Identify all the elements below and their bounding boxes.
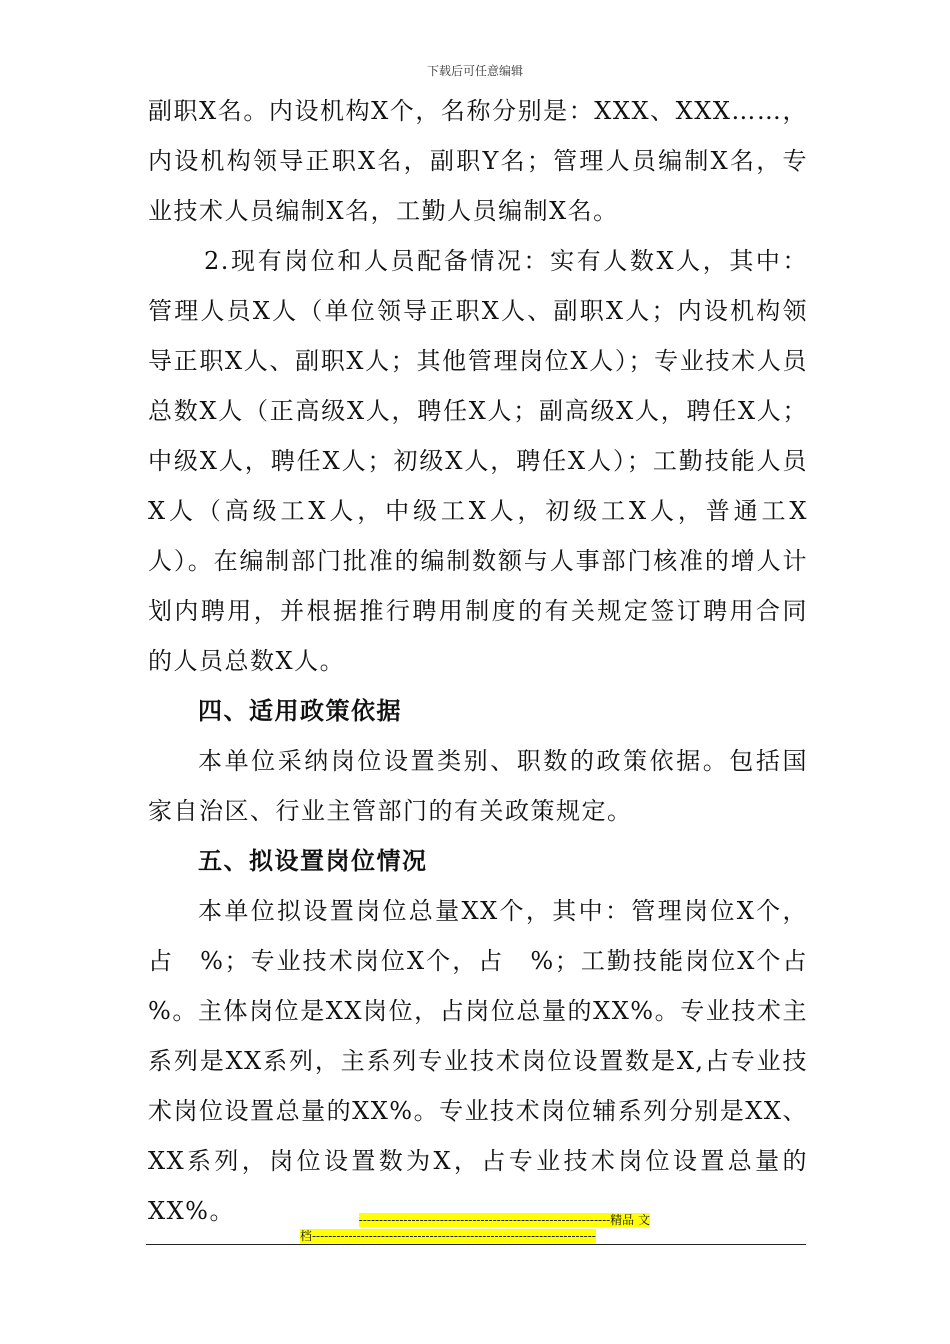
paragraph-staffing-quota: 副职X名。内设机构X个，名称分别是：XXX、XXX……，内设机构领导正职X名，副职Y名；管理人员编制X名，专业技术人员编制X名，工勤人员编制X名。: [148, 97, 808, 225]
footer-line-1: --------------------------------------------------------------精品 文: [358, 1213, 650, 1227]
footer-rule: [146, 1244, 806, 1245]
page-header: 下载后可任意编辑: [426, 64, 523, 78]
paragraph-planned-posts: 本单位拟设置岗位总量XX个，其中：管理岗位X个，占 %；专业技术岗位X个，占 %；工勤技能岗位X个占 %。主体岗位是XX岗位，占岗位总量的XX%。专业技术主系列是XX系列，主系列专业技术岗位设置数是X,占专业技术岗位设置总量的XX%。专业技术岗位辅系列分别是XX、XX系列，岗位设置数为X，占专业技术岗位设置总量的XX%。: [148, 897, 834, 1225]
heading-policy-basis: 四、适用政策依据: [198, 697, 402, 725]
document-body: [148, 86, 834, 1236]
footer-watermark: [300, 1212, 650, 1244]
paragraph-current-staff: 2.现有岗位和人员配备情况：实有人数X人，其中：管理人员X人（单位领导正职X人、副职X人；内设机构领导正职X人、副职X人；其他管理岗位X人）；专业技术人员总数X人（正高级X人，聘任X人；副高级X人，聘任X人；中级X人，聘任X人；初级X人，聘任X人）；工勤技能人员X人（高级工X人，中级工X人，初级工X人，普通工X人）。在编制部门批准的编制数额与人事部门核准的增人计划内聘用，并根据推行聘用制度的有关规定签订聘用合同的人员总数X人。: [148, 247, 808, 675]
footer-line-2: 档----------------------------------------------------------------------: [300, 1229, 596, 1243]
heading-planned-posts: 五、拟设置岗位情况: [198, 847, 428, 875]
paragraph-policy-basis: 本单位采纳岗位设置类别、职数的政策依据。包括国家自治区、行业主管部门的有关政策规定。: [148, 747, 808, 825]
